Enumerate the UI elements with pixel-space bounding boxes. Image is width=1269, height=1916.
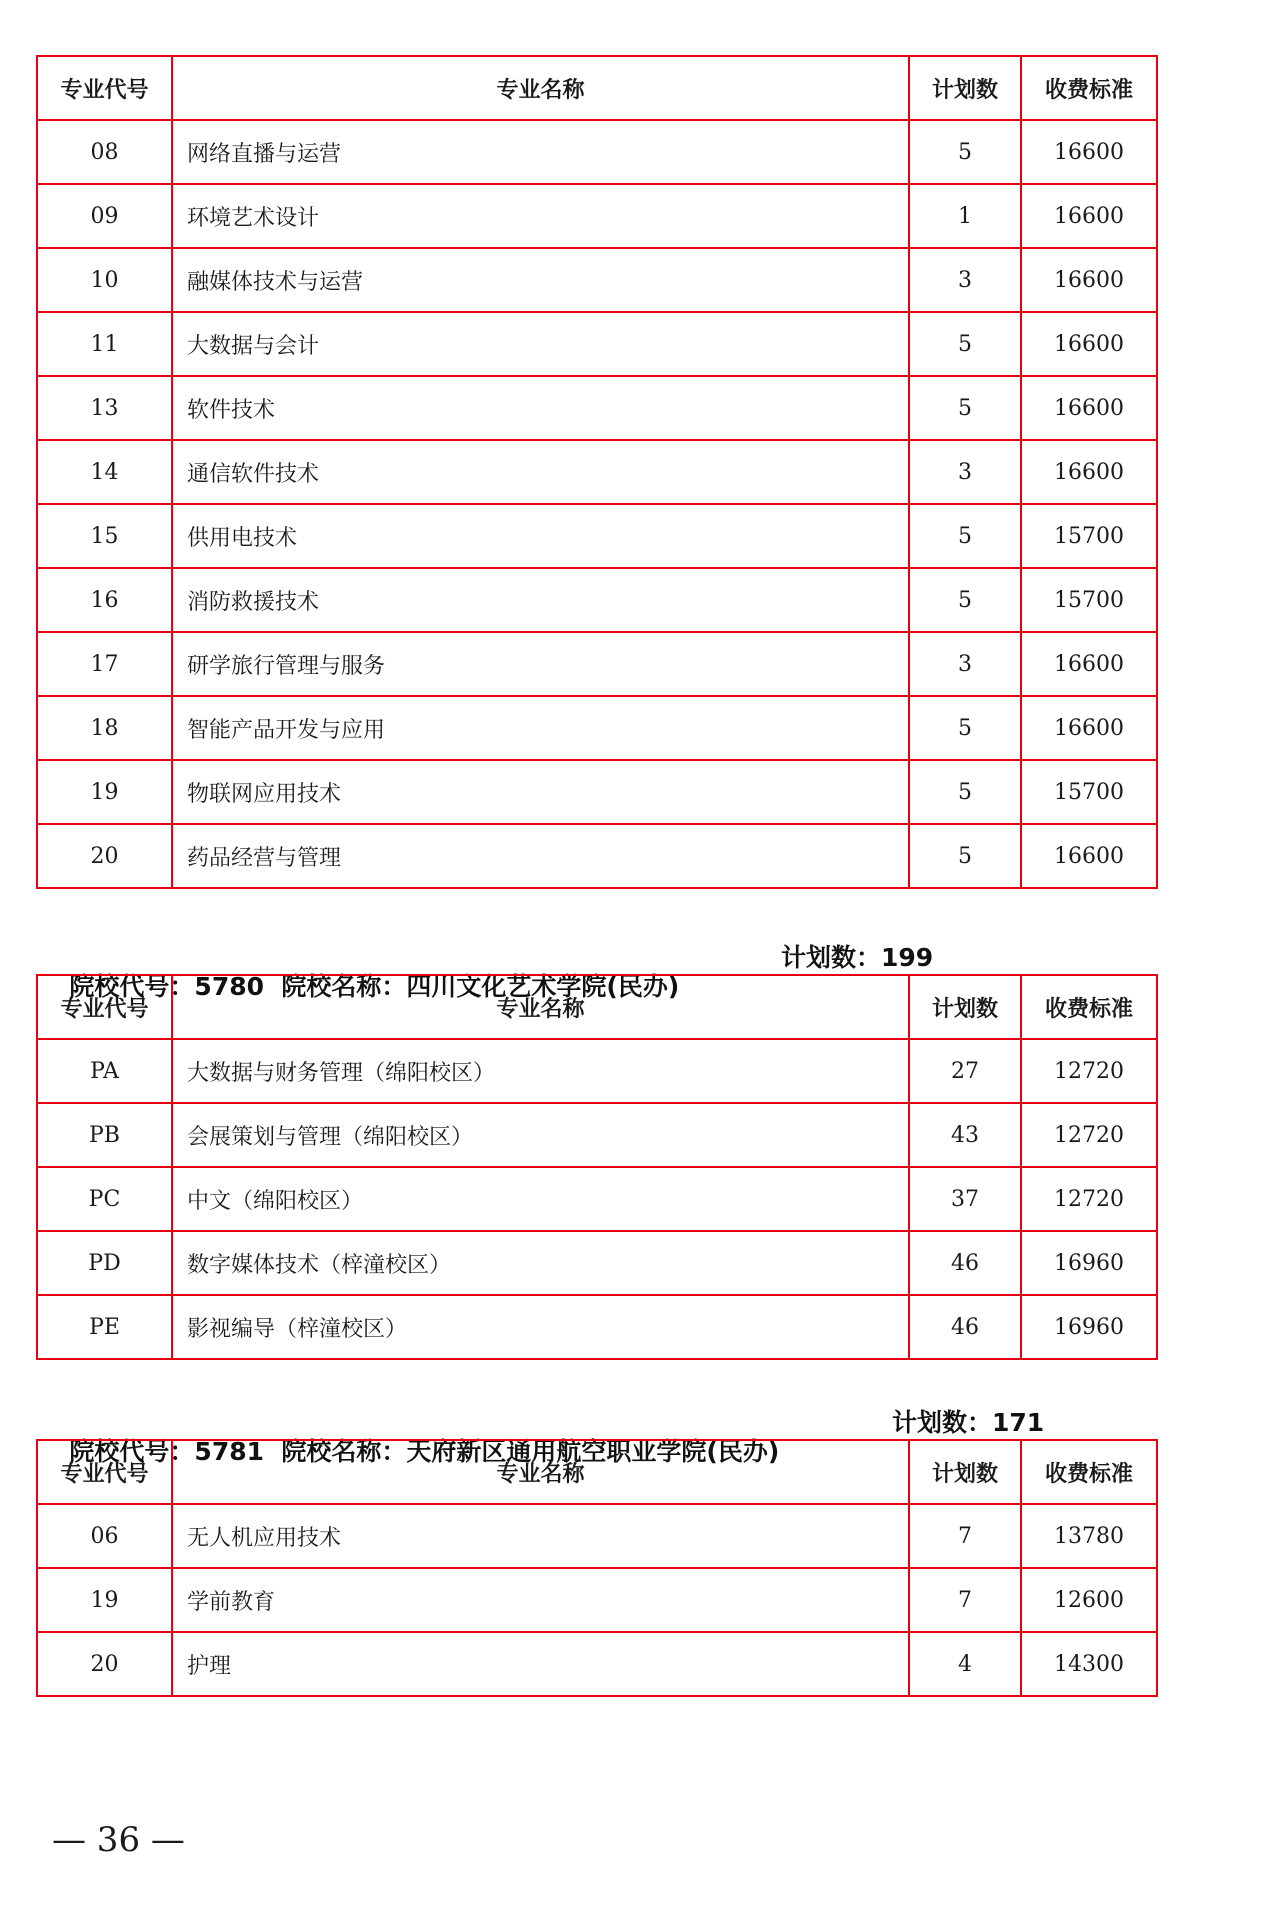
table-body: [37, 120, 1157, 888]
cell-fee: 16600: [1021, 184, 1157, 248]
cell-plan: 5: [909, 824, 1021, 888]
cell-code: PC: [37, 1167, 172, 1231]
cell-fee: 16600: [1021, 312, 1157, 376]
table-row: [37, 1103, 1157, 1167]
cell-fee: 16960: [1021, 1231, 1157, 1295]
cell-name: 智能产品开发与应用: [172, 696, 909, 760]
header-fee: 收费标准: [1021, 56, 1157, 120]
header-code: 专业代号: [37, 56, 172, 120]
table-row: [37, 1632, 1157, 1696]
cell-fee: 12600: [1021, 1568, 1157, 1632]
cell-plan: 3: [909, 440, 1021, 504]
table-row: [37, 504, 1157, 568]
cell-fee: 14300: [1021, 1632, 1157, 1696]
table-row: [37, 1167, 1157, 1231]
cell-code: 09: [37, 184, 172, 248]
cell-plan: 5: [909, 312, 1021, 376]
table-row: [37, 632, 1157, 696]
table-row: [37, 1295, 1157, 1359]
cell-name: 网络直播与运营: [172, 120, 909, 184]
cell-code: 20: [37, 824, 172, 888]
table-row: [37, 696, 1157, 760]
cell-name: 研学旅行管理与服务: [172, 632, 909, 696]
cell-fee: 16600: [1021, 376, 1157, 440]
school-info: 院校代号：5781 院校名称：天府新区通用航空职业学院(民办): [69, 1437, 780, 1466]
cell-plan: 27: [909, 1039, 1021, 1103]
cell-fee: 13780: [1021, 1504, 1157, 1568]
cell-code: 16: [37, 568, 172, 632]
cell-name: 护理: [172, 1632, 909, 1696]
cell-fee: 16960: [1021, 1295, 1157, 1359]
cell-code: PB: [37, 1103, 172, 1167]
table-header-row: [37, 1440, 1157, 1504]
cell-name: 供用电技术: [172, 504, 909, 568]
cell-name: 影视编导（梓潼校区）: [172, 1295, 909, 1359]
table-row: [37, 376, 1157, 440]
cell-name: 学前教育: [172, 1568, 909, 1632]
cell-fee: 12720: [1021, 1167, 1157, 1231]
table-row: [37, 440, 1157, 504]
cell-plan: 1: [909, 184, 1021, 248]
major-table-5780: [36, 974, 1158, 1360]
cell-plan: 46: [909, 1231, 1021, 1295]
cell-code: PD: [37, 1231, 172, 1295]
header-name: 专业名称: [172, 56, 909, 120]
cell-code: 11: [37, 312, 172, 376]
cell-name: 中文（绵阳校区）: [172, 1167, 909, 1231]
table-row: [37, 1568, 1157, 1632]
cell-plan: 5: [909, 696, 1021, 760]
plan-total: 计划数：199: [781, 943, 934, 972]
cell-code: 18: [37, 696, 172, 760]
header-code: 专业代号: [37, 975, 172, 1039]
cell-plan: 5: [909, 760, 1021, 824]
plan-total: 计划数：171: [892, 1408, 1045, 1437]
cell-fee: 16600: [1021, 120, 1157, 184]
cell-code: 14: [37, 440, 172, 504]
header-plan: 计划数: [909, 56, 1021, 120]
cell-name: 软件技术: [172, 376, 909, 440]
cell-code: 20: [37, 1632, 172, 1696]
cell-name: 环境艺术设计: [172, 184, 909, 248]
cell-name: 大数据与财务管理（绵阳校区）: [172, 1039, 909, 1103]
cell-code: 19: [37, 1568, 172, 1632]
cell-name: 药品经营与管理: [172, 824, 909, 888]
cell-name: 大数据与会计: [172, 312, 909, 376]
cell-plan: 5: [909, 120, 1021, 184]
table-row: [37, 1504, 1157, 1568]
page-number: — 36 —: [52, 1820, 185, 1860]
cell-name: 无人机应用技术: [172, 1504, 909, 1568]
cell-code: 10: [37, 248, 172, 312]
cell-plan: 43: [909, 1103, 1021, 1167]
cell-code: 15: [37, 504, 172, 568]
cell-plan: 46: [909, 1295, 1021, 1359]
cell-code: 17: [37, 632, 172, 696]
cell-plan: 4: [909, 1632, 1021, 1696]
cell-name: 数字媒体技术（梓潼校区）: [172, 1231, 909, 1295]
cell-plan: 7: [909, 1568, 1021, 1632]
cell-plan: 5: [909, 376, 1021, 440]
cell-fee: 16600: [1021, 632, 1157, 696]
header-code: 专业代号: [37, 1440, 172, 1504]
cell-plan: 5: [909, 568, 1021, 632]
table-row: [37, 248, 1157, 312]
cell-plan: 7: [909, 1504, 1021, 1568]
major-table-continued: [36, 55, 1158, 889]
cell-plan: 37: [909, 1167, 1021, 1231]
cell-fee: 16600: [1021, 696, 1157, 760]
cell-fee: 12720: [1021, 1103, 1157, 1167]
cell-name: 消防救援技术: [172, 568, 909, 632]
table-row: [37, 1231, 1157, 1295]
cell-fee: 16600: [1021, 824, 1157, 888]
table-body: [37, 1039, 1157, 1359]
cell-code: PA: [37, 1039, 172, 1103]
cell-fee: 15700: [1021, 760, 1157, 824]
cell-code: 13: [37, 376, 172, 440]
table-header-row: [37, 56, 1157, 120]
school-info: 院校代号：5780 院校名称：四川文化艺术学院(民办): [69, 972, 680, 1001]
cell-code: 19: [37, 760, 172, 824]
cell-plan: 3: [909, 632, 1021, 696]
table-row: [37, 760, 1157, 824]
cell-fee: 15700: [1021, 504, 1157, 568]
cell-name: 会展策划与管理（绵阳校区）: [172, 1103, 909, 1167]
cell-name: 融媒体技术与运营: [172, 248, 909, 312]
cell-fee: 12720: [1021, 1039, 1157, 1103]
table-row: [37, 184, 1157, 248]
cell-plan: 5: [909, 504, 1021, 568]
cell-fee: 15700: [1021, 568, 1157, 632]
major-table-5781: [36, 1439, 1158, 1697]
table-row: [37, 568, 1157, 632]
table-row: [37, 824, 1157, 888]
cell-code: 08: [37, 120, 172, 184]
cell-plan: 3: [909, 248, 1021, 312]
header-name: 专业名称: [172, 975, 909, 1039]
header-plan: 计划数: [909, 975, 1021, 1039]
cell-name: 物联网应用技术: [172, 760, 909, 824]
table-header-row: [37, 975, 1157, 1039]
header-fee: 收费标准: [1021, 1440, 1157, 1504]
header-fee: 收费标准: [1021, 975, 1157, 1039]
table-body: [37, 1504, 1157, 1696]
cell-fee: 16600: [1021, 440, 1157, 504]
table-row: [37, 312, 1157, 376]
header-plan: 计划数: [909, 1440, 1021, 1504]
cell-code: PE: [37, 1295, 172, 1359]
header-name: 专业名称: [172, 1440, 909, 1504]
table-row: [37, 120, 1157, 184]
cell-code: 06: [37, 1504, 172, 1568]
cell-fee: 16600: [1021, 248, 1157, 312]
cell-name: 通信软件技术: [172, 440, 909, 504]
table-row: [37, 1039, 1157, 1103]
